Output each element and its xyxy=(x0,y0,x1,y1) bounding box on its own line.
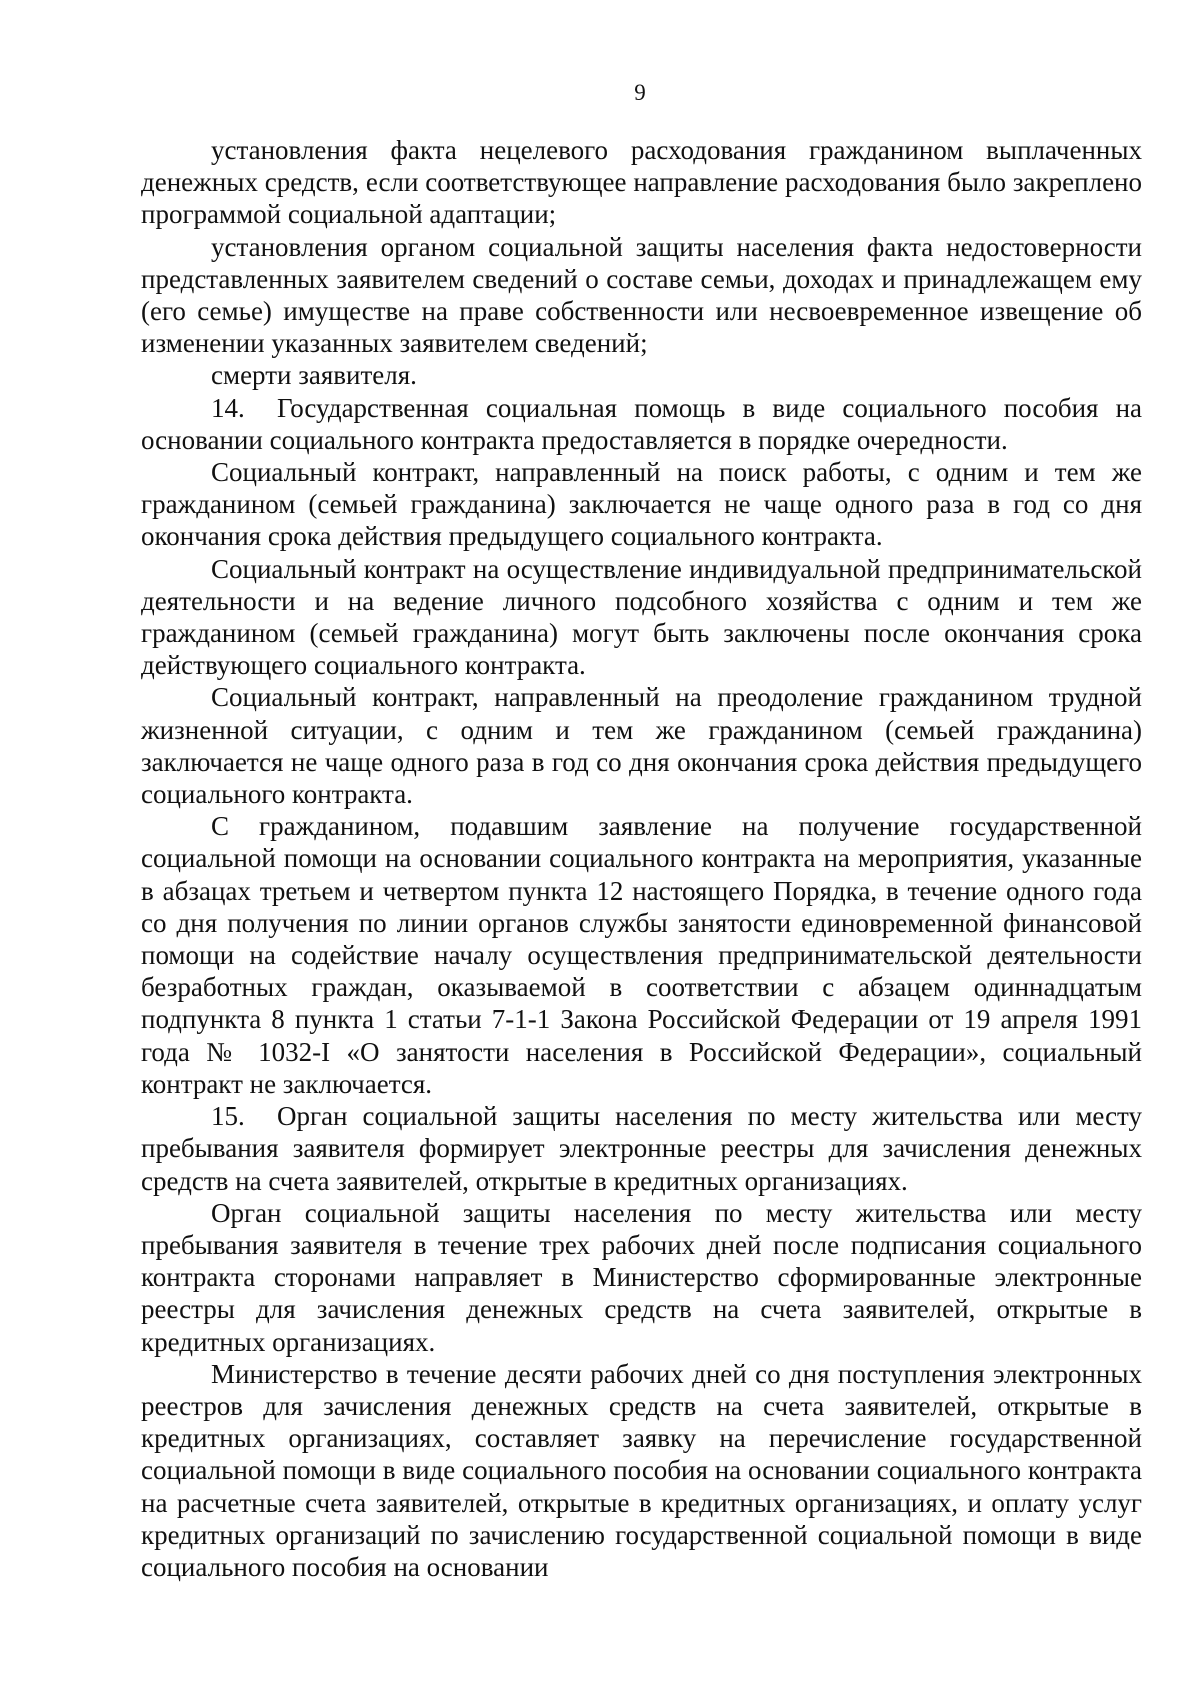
document-body xyxy=(141,134,1142,1583)
paragraph: Министерство в течение десяти рабочих дней со дня поступления электронных реестров для зачисления денежных средств на счета заявителей, открытые в кредитных организациях, составляет заявку на перечисление государственной социальной помощи в виде социального пособия на основании социального контракта на расчетные счета заявителей, открытые в кредитных организациях, и оплату услуг кредитных организаций по зачислению государственной социальной помощи в виде социального пособия на основании xyxy=(141,1358,1142,1582)
numbered-paragraph-14 xyxy=(141,392,1142,456)
paragraph: Социальный контракт на осуществление индивидуальной предпринимательской деятельности и на ведение личного подсобного хозяйства с одним и тем же гражданином (семьей гражданина) могут быть заключены после окончания срока действующего социального контракта. xyxy=(141,553,1142,681)
paragraph: С гражданином, подавшим заявление на получение государственной социальной помощи на основании социального контракта на мероприятия, указанные в абзацах третьем и четвертом пункта 12 настоящего Порядка, в течение одного года со дня получения по линии органов службы занятости единовременной финансовой помощи на содействие началу осуществления предпринимательской деятельности безработных граждан, оказываемой в соответствии с абзацем одиннадцатым подпункта 8 пункта 1 статьи 7-1-1 Закона Российской Федерации от 19 апреля 1991 года № 1032-I «О занятости населения в Российской Федерации», социальный контракт не заключается. xyxy=(141,811,1142,1099)
paragraph: смерти заявителя. xyxy=(211,360,417,391)
paragraph: Социальный контракт, направленный на поиск работы, с одним и тем же гражданином (семьей гражданина) заключается не чаще одного раза в год со дня окончания срока действия предыдущего социального контракта. xyxy=(141,457,1142,552)
paragraph-text: Государственная социальная помощь в виде социального пособия на основании социального контракта предоставляется в порядке очередности. xyxy=(141,392,1142,455)
paragraph: Социальный контракт, направленный на преодоление гражданином трудной жизненной ситуации, с одним и тем же гражданином (семьей гражданина) заключается не чаще одного раза в год со дня окончания срока действия предыдущего социального контракта. xyxy=(141,682,1142,810)
page-number: 9 xyxy=(634,80,646,105)
paragraph: Орган социальной защиты населения по месту жительства или месту пребывания заявителя в течение трех рабочих дней после подписания социального контракта сторонами направляет в Министерство сформированные электронные реестры для зачисления денежных средств на счета заявителей, открытые в кредитных организациях. xyxy=(141,1197,1142,1357)
paragraph-text: Орган социальной защиты населения по месту жительства или месту пребывания заявителя формирует электронные реестры для зачисления денежных средств на счета заявителей, открытые в кредитных организациях. xyxy=(141,1101,1142,1196)
paragraph: установления факта нецелевого расходования гражданином выплаченных денежных средств, если соответствующее направление расходования было закреплено программой социальной адаптации; xyxy=(141,135,1142,230)
item-number: 14. xyxy=(211,392,245,423)
item-number: 15. xyxy=(211,1101,245,1132)
numbered-paragraph-15 xyxy=(141,1100,1142,1197)
paragraph: установления органом социальной защиты населения факта недостоверности представленных заявителем сведений о составе семьи, доходах и принадлежащем ему (его семье) имуществе на праве собственности или несвоевременное извещение об изменении указанных заявителем сведений; xyxy=(141,231,1142,359)
